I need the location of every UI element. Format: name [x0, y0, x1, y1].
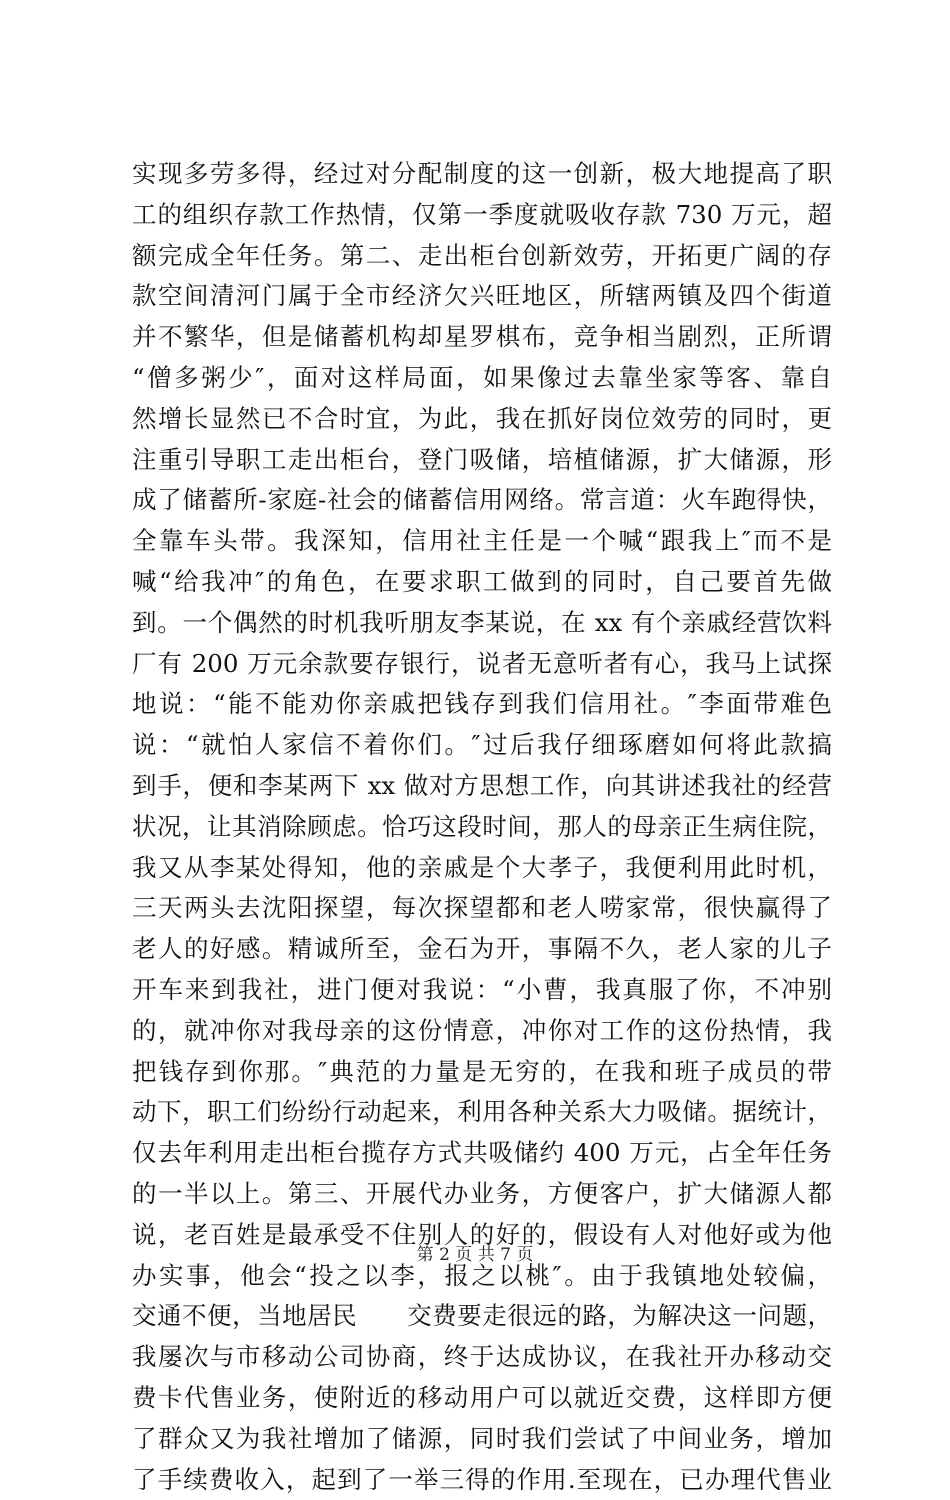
text-line: 然增长显然已不合时宜，为此，我在抓好岗位效劳的同时，更 — [132, 399, 832, 440]
text-line: 厂有 200 万元余款要存银行，说者无意听者有心，我马上试探 — [132, 644, 832, 685]
text-line: 开车来到我社，进门便对我说：“小曹，我真服了你，不冲别 — [132, 970, 832, 1011]
text-line: 到手，便和李某两下 xx 做对方思想工作，向其讲述我社的经营 — [132, 766, 832, 807]
text-line: 费卡代售业务，使附近的移动用户可以就近交费，这样即方便 — [132, 1378, 832, 1419]
text-line: 说，老百姓是最承受不住别人的好的，假设有人对他好或为他 — [132, 1215, 832, 1256]
text-line: 把钱存到你那。″典范的力量是无穷的，在我和班子成员的带 — [132, 1052, 832, 1093]
text-line: 的一半以上。第三、开展代办业务，方便客户，扩大储源人都 — [132, 1174, 832, 1215]
text-line: 实现多劳多得，经过对分配制度的这一创新，极大地提高了职 — [132, 154, 832, 195]
text-line: “僧多粥少″，面对这样局面，如果像过去靠坐家等客、靠自 — [132, 358, 832, 399]
text-line: 到。一个偶然的时机我听朋友李某说，在 xx 有个亲戚经营饮料 — [132, 603, 832, 644]
text-line: 了手续费收入，起到了一举三得的作用.至现在，已办理代售业 — [132, 1460, 832, 1500]
text-line: 额完成全年任务。第二、走出柜台创新效劳，开拓更广阔的存 — [132, 236, 832, 277]
text-line: 说：“就怕人家信不着你们。″过后我仔细琢磨如何将此款搞 — [132, 725, 832, 766]
text-line: 全靠车头带。我深知，信用社主任是一个喊“跟我上″而不是 — [132, 521, 832, 562]
text-line: 仅去年利用走出柜台揽存方式共吸储约 400 万元，占全年任务 — [132, 1133, 832, 1174]
text-line: 成了储蓄所-家庭-社会的储蓄信用网络。常言道：火车跑得快， — [132, 480, 832, 521]
text-line: 并不繁华，但是储蓄机构却星罗棋布，竞争相当剧烈，正所谓 — [132, 317, 832, 358]
text-line: 了群众又为我社增加了储源，同时我们尝试了中间业务，增加 — [132, 1419, 832, 1460]
text-line: 注重引导职工走出柜台，登门吸储，培植储源，扩大储源，形 — [132, 440, 832, 481]
text-line: 三天两头去沈阳探望，每次探望都和老人唠家常，很快赢得了 — [132, 888, 832, 929]
text-line: 我又从李某处得知，他的亲戚是个大孝子，我便利用此时机， — [132, 848, 832, 889]
text-line: 的，就冲你对我母亲的这份情意，冲你对工作的这份热情，我 — [132, 1011, 832, 1052]
body-text — [132, 154, 832, 1500]
text-line: 动下，职工们纷纷行动起来，利用各种关系大力吸储。据统计， — [132, 1092, 832, 1133]
page-number-footer: 第 2 页 共 7 页 — [0, 1244, 950, 1266]
text-line: 工的组织存款工作热情，仅第一季度就吸收存款 730 万元，超 — [132, 195, 832, 236]
text-line: 老人的好感。精诚所至，金石为开，事隔不久，老人家的儿子 — [132, 929, 832, 970]
text-line: 交通不便，当地居民 交费要走很远的路，为解决这一问题， — [132, 1296, 832, 1337]
text-line: 我屡次与市移动公司协商，终于达成协议，在我社开办移动交 — [132, 1337, 832, 1378]
text-line: 喊“给我冲″的角色，在要求职工做到的同时，自己要首先做 — [132, 562, 832, 603]
text-line: 办实事，他会“投之以李，报之以桃″。由于我镇地处较偏， — [132, 1256, 832, 1297]
text-line: 款空间清河门属于全市经济欠兴旺地区，所辖两镇及四个街道 — [132, 276, 832, 317]
text-line: 地说：“能不能劝你亲戚把钱存到我们信用社。″李面带难色 — [132, 684, 832, 725]
text-line: 状况，让其消除顾虑。恰巧这段时间，那人的母亲正生病住院， — [132, 807, 832, 848]
